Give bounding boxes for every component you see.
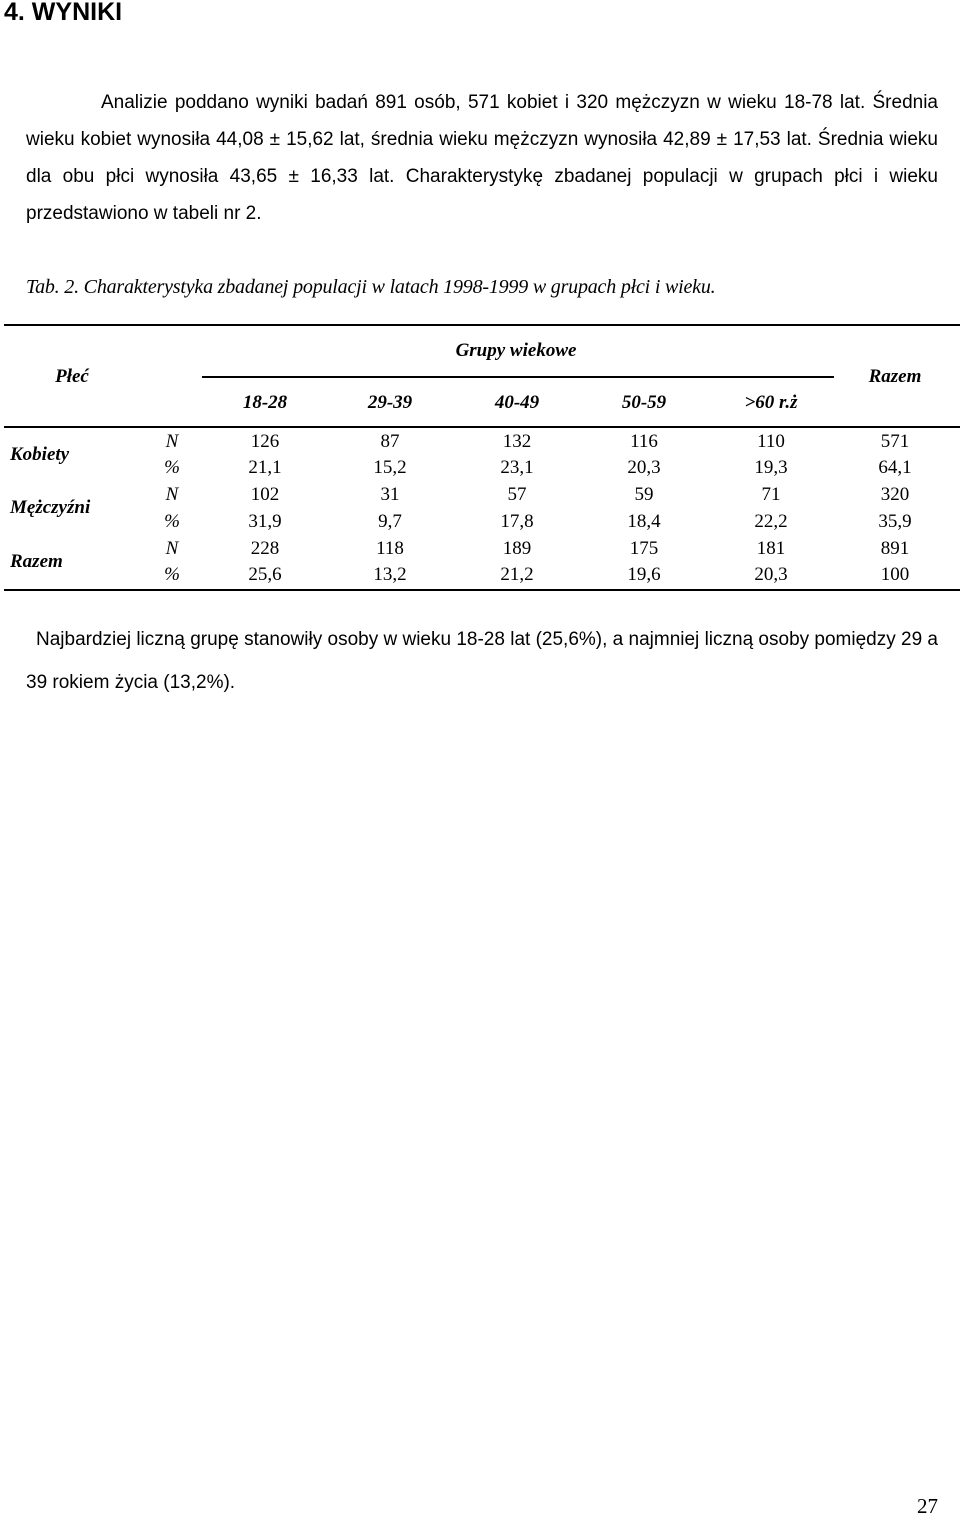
group-header-rule [202,376,834,378]
table-cell: 132 [502,431,532,452]
table-cell: 35,9 [878,511,912,532]
n-label: N [165,538,179,559]
table-cell: 23,1 [500,457,534,478]
table-cell: 110 [757,431,785,452]
table-cell: 71 [761,484,781,505]
table-cell: 571 [880,431,910,452]
pct-label: % [164,564,180,585]
row-label-women: Kobiety [10,444,70,465]
table-cell: 57 [507,484,527,505]
table-cell: 189 [502,538,532,559]
row-label-total: Razem [10,551,63,572]
table-cell: 175 [629,538,659,559]
table-bottom-rule [4,589,960,591]
table-cell: 15,2 [373,457,407,478]
age-group-header: 40-49 [494,392,540,413]
table-cell: 228 [250,538,280,559]
page-number: 27 [917,1494,938,1518]
n-label: N [165,431,179,452]
table-cell: 21,1 [248,457,282,478]
table-cell: 31 [380,484,400,505]
table-cell: 20,3 [754,564,788,585]
table-cell: 21,2 [500,564,534,585]
table-cell: 25,6 [248,564,282,585]
table-cell: 59 [634,484,654,505]
age-group-header: 50-59 [621,392,667,413]
table-caption: Tab. 2. Charakterystyka zbadanej populacji w latach 1998-1999 w grupach płci i wieku. [26,276,716,298]
age-group-header: >60 r.ż [744,392,798,413]
table-cell: 320 [880,484,910,505]
intro-paragraph: Analizie poddano wyniki badań 891 osób, 571 kobiet i 320 mężczyzn w wieku 18-78 lat. Średnia wieku kobiet wynosiła 44,08 ± 15,62 lat, średnia wieku mężczyzn wynosiła 42,89 ± 17,53 lat. Średnia wieku dla obu płci wynosiła 43,65 ± 16,33 lat. Charakterystykę zbadanej populacji w grupach płci i wieku przedstawiono w tabeli nr 2. [26,92,938,224]
total-header: Razem [868,366,922,387]
pct-label: % [164,511,180,532]
row-label-men: Mężczyźni [10,497,91,518]
table-top-rule [4,324,960,326]
table-cell: 13,2 [373,564,407,585]
sex-header: Płeć [55,366,89,387]
table-cell: 87 [380,431,400,452]
table-cell: 181 [756,538,786,559]
n-label: N [165,484,179,505]
table-cell: 18,4 [627,511,661,532]
table-cell: 17,8 [500,511,534,532]
table-cell: 22,2 [754,511,788,532]
pct-label: % [164,457,180,478]
table-cell: 20,3 [627,457,661,478]
section-heading: 4. WYNIKI [4,0,123,26]
table-cell: 118 [376,538,404,559]
population-table [0,324,960,590]
table-cell: 100 [880,564,910,585]
table-cell: 126 [250,431,280,452]
header-bottom-rule [4,426,960,428]
table-cell: 102 [250,484,280,505]
table-cell: 19,3 [754,457,788,478]
table-cell: 31,9 [248,511,282,532]
table-cell: 116 [630,431,658,452]
age-groups-header: Grupy wiekowe [455,340,577,361]
age-group-header: 18-28 [242,392,288,413]
summary-paragraph: Najbardziej liczną grupę stanowiły osoby w wieku 18-28 lat (25,6%), a najmniej liczną osoby pomiędzy 29 a 39 rokiem życia (13,2%). [26,629,938,693]
table-cell: 64,1 [878,457,912,478]
age-group-header: 29-39 [367,392,413,413]
table-cell: 9,7 [378,511,402,532]
table-cell: 19,6 [627,564,661,585]
table-cell: 891 [880,538,910,559]
